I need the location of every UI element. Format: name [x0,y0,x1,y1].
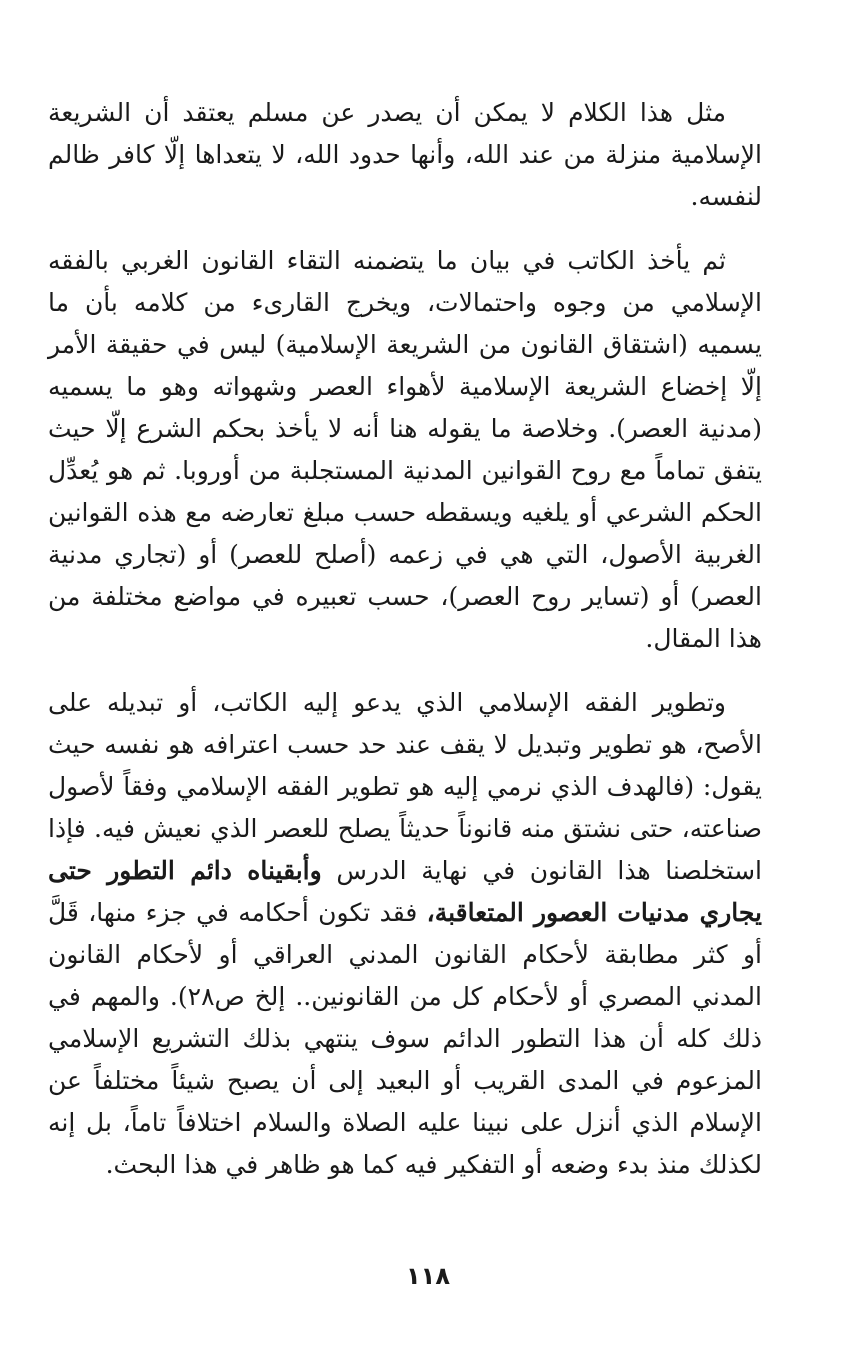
paragraph-2: ثم يأخذ الكاتب في بيان ما يتضمنه التقاء القانون الغربي بالفقه الإسلامي من وجوه واحتمالات، ويخرج القارىء من كلامه بأن ما يسميه (اشتقاق القانون من الشريعة الإسلامية) ليس في حقيقة الأمر إلّا إخضاع الشريعة الإسلامية لأهواء العصر وشهواته وهو ما يسميه (مدنية العصر). وخلاصة ما يقوله هنا أنه لا يأخذ بحكم الشرع إلّا حيث يتفق تماماً مع روح القوانين المدنية المستجلبة من أوروبا. ثم هو يُعدِّل الحكم الشرعي أو يلغيه ويسقطه حسب مبلغ تعارضه مع هذه القوانين الغربية الأصول، التي هي في زعمه (أصلح للعصر) أو (تجاري مدنية العصر) أو (تساير روح العصر)، حسب تعبيره في مواضع مختلفة من هذا المقال. [48,246,762,653]
paragraph-3-text-before-bold: وتطوير الفقه الإسلامي الذي يدعو إليه الكاتب، أو تبديله على الأصح، هو تطوير وتبديل لا يقف عند حد حسب اعترافه هو نفسه حيث يقول: (فالهدف الذي نرمي إليه هو تطوير الفقه الإسلامي وفقاً لأصول صناعته، حتى نشتق منه قانوناً حديثاً يصلح للعصر الذي نعيش فيه. فإذا استخلصنا هذا القانون في نهاية الدرس [48,688,762,885]
page-number: ١١٨ [406,1262,450,1290]
paragraph-1: مثل هذا الكلام لا يمكن أن يصدر عن مسلم يعتقد أن الشريعة الإسلامية منزلة من عند الله، وأنها حدود الله، لا يتعداها إلّا كافر ظالم لنفسه. [48,98,762,211]
page-body [48,92,762,1208]
paragraph-3 [48,682,762,1186]
paragraph-3-text-after-bold: فقد تكون أحكامه في جزء منها، قَلَّ أو كثر مطابقة لأحكام القانون المدني العراقي أو لأحكام القانون المدني المصري أو لأحكام كل من القانونين.. إلخ ص٢٨). والمهم في ذلك كله أن هذا التطور الدائم سوف ينتهي بذلك التشريع الإسلامي المزعوم في المدى القريب أو البعيد إلى أن يصبح شيئاً مختلفاً عن الإسلام الذي أنزل على نبينا عليه الصلاة والسلام اختلافاً تاماً، بل إنه لكذلك منذ بدء وضعه أو التفكير فيه كما هو ظاهر في هذا البحث. [48,898,762,1179]
paragraph-3-bold-text: وأبقيناه دائم التطور حتى يجاري مدنيات العصور المتعاقبة، [48,856,762,927]
